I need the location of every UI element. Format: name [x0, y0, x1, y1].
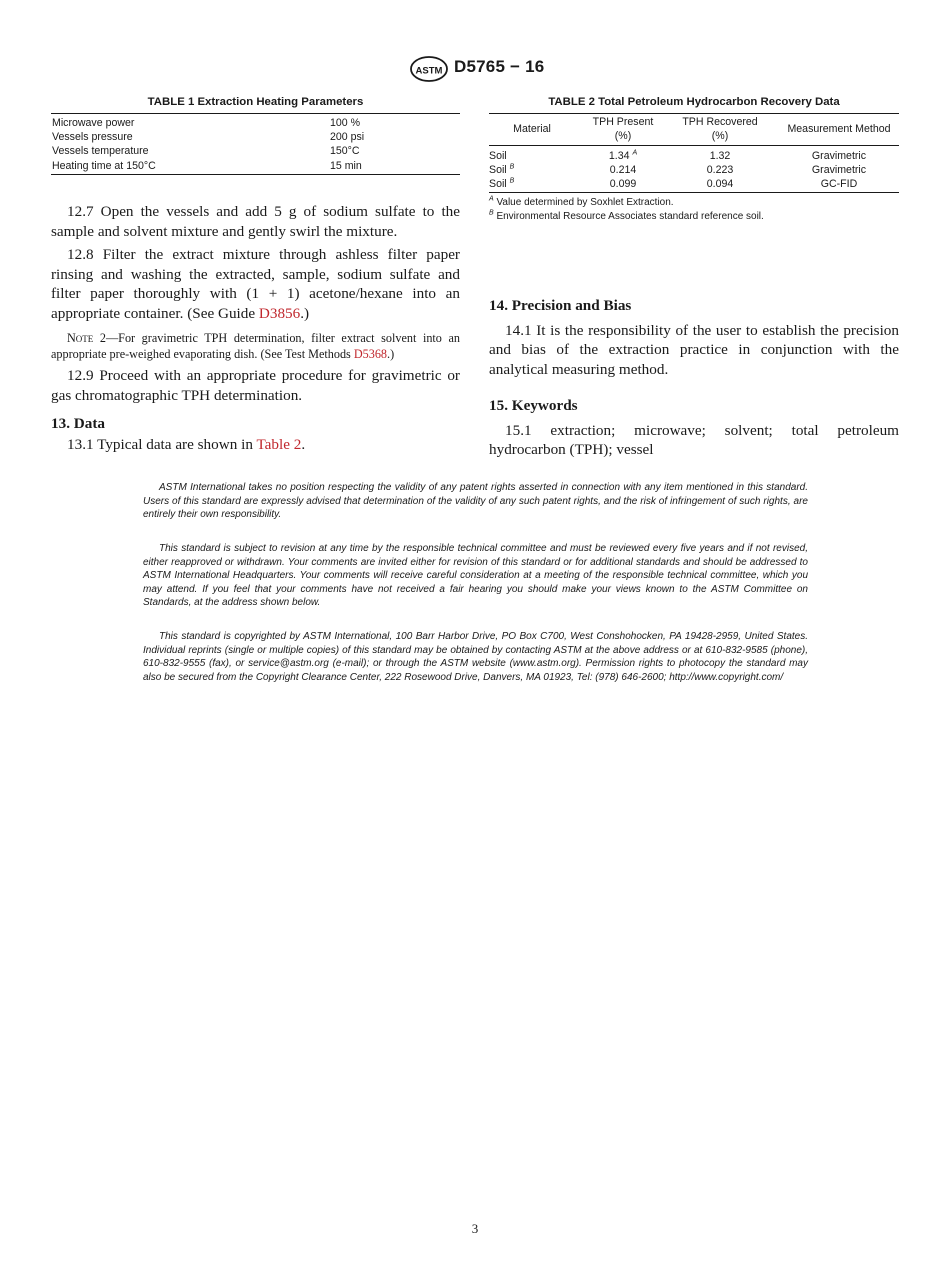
param-name: Vessels temperature: [52, 145, 149, 158]
material-cell: Soil: [489, 178, 507, 190]
table-row: [51, 159, 460, 173]
section-heading-13: 13. Data: [51, 415, 105, 433]
footnote-mark: B: [489, 209, 494, 217]
column-header-recovered-unit: (%): [711, 130, 729, 142]
copyright-notice: This standard is copyrighted by ASTM International, 100 Barr Harbor Drive, PO Box C700, West Conshohocken, PA 19428-2959, United States. Individual reprints (single or multiple copies) of this standard may be obtained by contacting ASTM at the above address or at 610-832-9585 (phone), 610-832-9555 (fax), or service@astm.org (e-mail); or through the ASTM website (www.astm.org). Permission rights to photocopy the standard may also be secured from the Copyright Clearance Center, 222 Rosewood Drive, Danvers, MA 01923, Tel: (978) 646-2600; http://www.copyright.com/: [143, 631, 808, 683]
table-row: [489, 177, 899, 191]
paragraph-15-1: 15.1 extraction; microwave; solvent; total petroleum hydrocarbon (TPH); vessel: [489, 421, 899, 458]
table-1-caption: TABLE 1 Extraction Heating Parameters: [147, 96, 364, 108]
column-header-recovered: TPH Recovered: [682, 116, 758, 128]
present-cell: 1.34: [608, 150, 630, 162]
material-cell: Soil: [489, 150, 507, 162]
paragraph-text: .: [301, 435, 306, 453]
recovered-cell: 0.223: [706, 164, 734, 176]
section-heading-14: 14. Precision and Bias: [489, 297, 632, 314]
table-row: [489, 149, 899, 163]
paragraph-12-9: 12.9 Proceed with an appropriate procedure for gravimetric or gas chromatographic TPH determination.: [51, 367, 460, 404]
table-2-caption: TABLE 2 Total Petroleum Hydrocarbon Recovery Data: [548, 96, 840, 108]
logo-text: ASTM: [415, 65, 443, 77]
param-value: 150°C: [330, 145, 360, 158]
table-row: [51, 116, 460, 130]
note-text: 2—For gravimetric TPH determination, filter extract solvent into an appropriate pre-weighed evaporating dish. (See Test Methods: [51, 331, 460, 362]
left-column: [51, 202, 460, 454]
paragraph-text: 13.1 Typical data are shown in: [67, 435, 257, 453]
footnote-text: Value determined by Soxhlet Extraction.: [496, 197, 674, 208]
paragraph-12-7: 12.7 Open the vessels and add 5 g of sodium sulfate to the sample and solvent mixture and gently swirl the mixture.: [51, 203, 460, 240]
footnote-mark: A: [632, 149, 638, 157]
method-cell: GC-FID: [820, 178, 858, 190]
paragraph-text: .): [300, 304, 310, 322]
note-2: [51, 330, 460, 362]
table-footnote: [489, 210, 899, 224]
document-id: D5765 − 16: [454, 57, 545, 76]
param-name: Microwave power: [52, 117, 135, 129]
right-column: [489, 296, 899, 460]
param-value: 200 psi: [330, 131, 365, 144]
table-row: [489, 163, 899, 177]
page-number: 3: [471, 1221, 479, 1236]
note-text: .): [387, 347, 395, 362]
table-footnote: [489, 196, 899, 210]
paragraph-13-1: [51, 435, 460, 455]
present-cell: 0.099: [609, 178, 637, 190]
recovered-cell: 0.094: [706, 178, 734, 190]
table-2: [489, 94, 899, 224]
param-name: Heating time at 150°C: [52, 159, 156, 172]
column-header-material: Material: [513, 123, 551, 135]
recovered-cell: 1.32: [709, 150, 731, 162]
column-header-present-unit: (%): [614, 130, 632, 142]
param-value: 100 %: [330, 117, 361, 129]
present-cell: 0.214: [609, 164, 637, 176]
table-2-link[interactable]: Table 2: [256, 435, 302, 453]
table-row: [51, 144, 460, 158]
param-value: 15 min: [330, 159, 362, 172]
param-name: Vessels pressure: [52, 131, 133, 144]
note-label: Note: [67, 331, 94, 345]
footnote-text: Environmental Resource Associates standard reference soil.: [496, 211, 764, 222]
d5368-link[interactable]: D5368: [353, 347, 388, 362]
footnote-mark: B: [509, 163, 515, 171]
table-row: [51, 130, 460, 144]
footnote-mark: B: [509, 177, 515, 185]
astm-logo-icon: [409, 56, 449, 82]
table-1: [51, 94, 460, 175]
section-heading-15: 15. Keywords: [489, 397, 578, 414]
method-cell: Gravimetric: [811, 164, 867, 176]
d3856-link[interactable]: D3856: [258, 304, 301, 322]
page-header: [0, 56, 950, 84]
method-cell: Gravimetric: [811, 150, 867, 162]
footnote-mark: A: [489, 195, 494, 203]
paragraph-text: 12.8 Filter the extract mixture through ashless filter paper rinsing and washing the extracted, sample, sodium sulfate and filter paper thoroughly with (1 + 1) acetone/hexane into an appropriate container. (See Guide: [51, 246, 460, 322]
paragraph-12-8: [51, 245, 460, 323]
column-header-present: TPH Present: [592, 116, 654, 128]
revision-notice: This standard is subject to revision at any time by the responsible technical committee and must be reviewed every five years and if not revised, either reapproved or withdrawn. Your comments are invited either for revision of this standard or for additional standards and should be addressed to ASTM International Headquarters. Your comments will receive careful consideration at a meeting of the responsible technical committee, which you may attend. If you feel that your comments have not received a fair hearing you should make your views known to the ASTM Committee on Standards, at the address shown below.: [143, 543, 808, 609]
patent-notice: ASTM International takes no position respecting the validity of any patent rights asserted in connection with any item mentioned in this standard. Users of this standard are expressly advised that determination of the validity of any such patent rights, and the risk of infringement of such rights, are entirely their own responsibility.: [143, 482, 808, 521]
column-header-method: Measurement Method: [787, 123, 891, 135]
table-2-header: [489, 114, 899, 145]
paragraph-14-1: 14.1 It is the responsibility of the user to establish the precision and bias of the extraction practice in conjunction with the analytical measuring method.: [489, 321, 899, 378]
material-cell: Soil: [489, 164, 507, 176]
